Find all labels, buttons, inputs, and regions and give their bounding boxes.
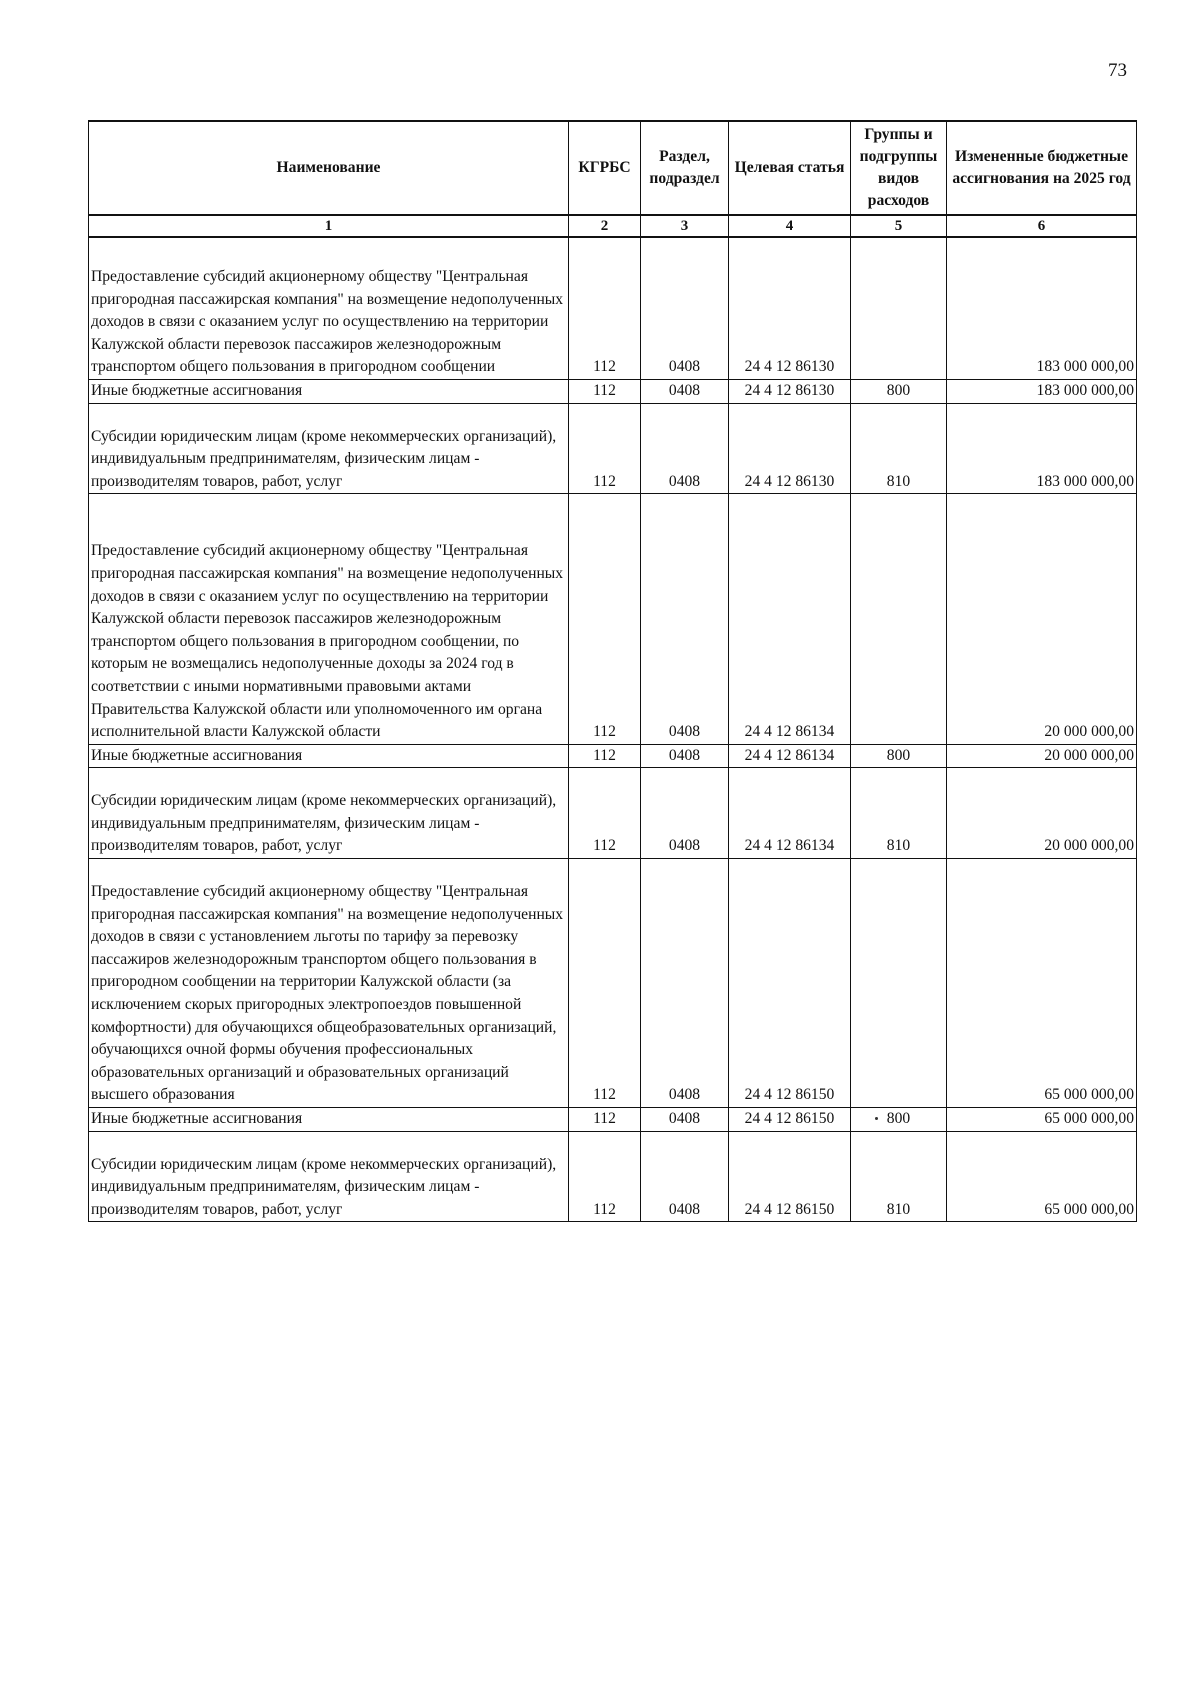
header-kgrbs: КГРБС	[569, 121, 641, 215]
header-name: Наименование	[89, 121, 569, 215]
row-razdel: 0408	[641, 379, 729, 403]
row-razdel: 0408	[641, 768, 729, 859]
row-group: 810	[851, 768, 947, 859]
row-name: Предоставление субсидий акционерному обществу "Центральная пригородная пассажирская компания" на возмещение недополученных доходов в связи с оказанием услуг по осуществлению на территории Калужской области перевозок пассажиров железнодорожным транспортом общего пользования в пригородном сообщении, по которым не возмещались недополученные доходы за 2024 год в соответствии с иными нормативными правовыми актами Правительства Калужской области или уполномоченного им органа исполнительной власти Калужской области	[89, 494, 569, 744]
row-celevaya: 24 4 12 86150	[729, 859, 851, 1108]
row-kgrbs: 112	[569, 744, 641, 768]
row-sum: 183 000 000,00	[947, 237, 1137, 379]
row-group: 800	[851, 1108, 947, 1132]
row-group: 800	[851, 379, 947, 403]
column-number: 4	[729, 215, 851, 237]
row-kgrbs: 112	[569, 859, 641, 1108]
row-sum: 65 000 000,00	[947, 859, 1137, 1108]
row-name: Субсидии юридическим лицам (кроме некоммерческих организаций), индивидуальным предпринимателям, физическим лицам - производителям товаров, работ, услуг	[89, 403, 569, 494]
header-group: Группы и подгруппы видов расходов	[851, 121, 947, 215]
table-row	[89, 859, 1137, 1108]
row-celevaya: 24 4 12 86134	[729, 744, 851, 768]
column-number: 3	[641, 215, 729, 237]
row-kgrbs: 112	[569, 1131, 641, 1222]
row-sum: 183 000 000,00	[947, 379, 1137, 403]
row-sum: 65 000 000,00	[947, 1131, 1137, 1222]
row-group	[851, 494, 947, 744]
row-group: 810	[851, 1131, 947, 1222]
column-number: 6	[947, 215, 1137, 237]
header-sum: Измененные бюджетные ассигнования на 2025 год	[947, 121, 1137, 215]
row-celevaya: 24 4 12 86134	[729, 768, 851, 859]
row-celevaya: 24 4 12 86130	[729, 237, 851, 379]
table-row	[89, 1108, 1137, 1132]
row-kgrbs: 112	[569, 237, 641, 379]
row-kgrbs: 112	[569, 1108, 641, 1132]
row-group	[851, 859, 947, 1108]
column-number: 5	[851, 215, 947, 237]
row-celevaya: 24 4 12 86134	[729, 494, 851, 744]
table-row	[89, 1131, 1137, 1222]
row-name: Предоставление субсидий акционерному обществу "Центральная пригородная пассажирская компания" на возмещение недополученных доходов в связи с оказанием услуг по осуществлению на территории Калужской области перевозок пассажиров железнодорожным транспортом общего пользования в пригородном сообщении	[89, 237, 569, 379]
row-razdel: 0408	[641, 494, 729, 744]
page-number: 73	[1108, 60, 1127, 81]
column-number-row	[89, 215, 1137, 237]
row-celevaya: 24 4 12 86130	[729, 379, 851, 403]
row-razdel: 0408	[641, 237, 729, 379]
row-razdel: 0408	[641, 859, 729, 1108]
table-row	[89, 237, 1137, 379]
scan-dot	[875, 1117, 878, 1120]
row-razdel: 0408	[641, 1108, 729, 1132]
budget-allocations-table	[88, 120, 1137, 1222]
table-row	[89, 744, 1137, 768]
row-celevaya: 24 4 12 86150	[729, 1108, 851, 1132]
row-sum: 65 000 000,00	[947, 1108, 1137, 1132]
header-razdel: Раздел, подраздел	[641, 121, 729, 215]
row-name: Иные бюджетные ассигнования	[89, 744, 569, 768]
row-celevaya: 24 4 12 86130	[729, 403, 851, 494]
row-kgrbs: 112	[569, 403, 641, 494]
row-name: Субсидии юридическим лицам (кроме некоммерческих организаций), индивидуальным предпринимателям, физическим лицам - производителям товаров, работ, услуг	[89, 768, 569, 859]
row-celevaya: 24 4 12 86150	[729, 1131, 851, 1222]
row-sum: 183 000 000,00	[947, 403, 1137, 494]
row-name: Иные бюджетные ассигнования	[89, 379, 569, 403]
row-razdel: 0408	[641, 744, 729, 768]
row-razdel: 0408	[641, 1131, 729, 1222]
row-name: Иные бюджетные ассигнования	[89, 1108, 569, 1132]
row-group	[851, 237, 947, 379]
row-sum: 20 000 000,00	[947, 494, 1137, 744]
header-row	[89, 121, 1137, 215]
table-row	[89, 403, 1137, 494]
row-group: 810	[851, 403, 947, 494]
row-razdel: 0408	[641, 403, 729, 494]
row-name: Предоставление субсидий акционерному обществу "Центральная пригородная пассажирская компания" на возмещение недополученных доходов в связи с установлением льготы по тарифу за перевозку пассажиров железнодорожным транспортом общего пользования в пригородном сообщении на территории Калужской области (за исключением скорых пригородных электропоездов повышенной комфортности) для обучающихся общеобразовательных организаций, обучающихся очной формы обучения профессиональных образовательных организаций и образовательных организаций высшего образования	[89, 859, 569, 1108]
header-celevaya: Целевая статья	[729, 121, 851, 215]
row-kgrbs: 112	[569, 494, 641, 744]
table-row	[89, 768, 1137, 859]
row-group: 800	[851, 744, 947, 768]
row-name: Субсидии юридическим лицам (кроме некоммерческих организаций), индивидуальным предпринимателям, физическим лицам - производителям товаров, работ, услуг	[89, 1131, 569, 1222]
row-sum: 20 000 000,00	[947, 744, 1137, 768]
column-number: 1	[89, 215, 569, 237]
row-kgrbs: 112	[569, 379, 641, 403]
column-number: 2	[569, 215, 641, 237]
table-row	[89, 379, 1137, 403]
row-sum: 20 000 000,00	[947, 768, 1137, 859]
row-kgrbs: 112	[569, 768, 641, 859]
table-row	[89, 494, 1137, 744]
